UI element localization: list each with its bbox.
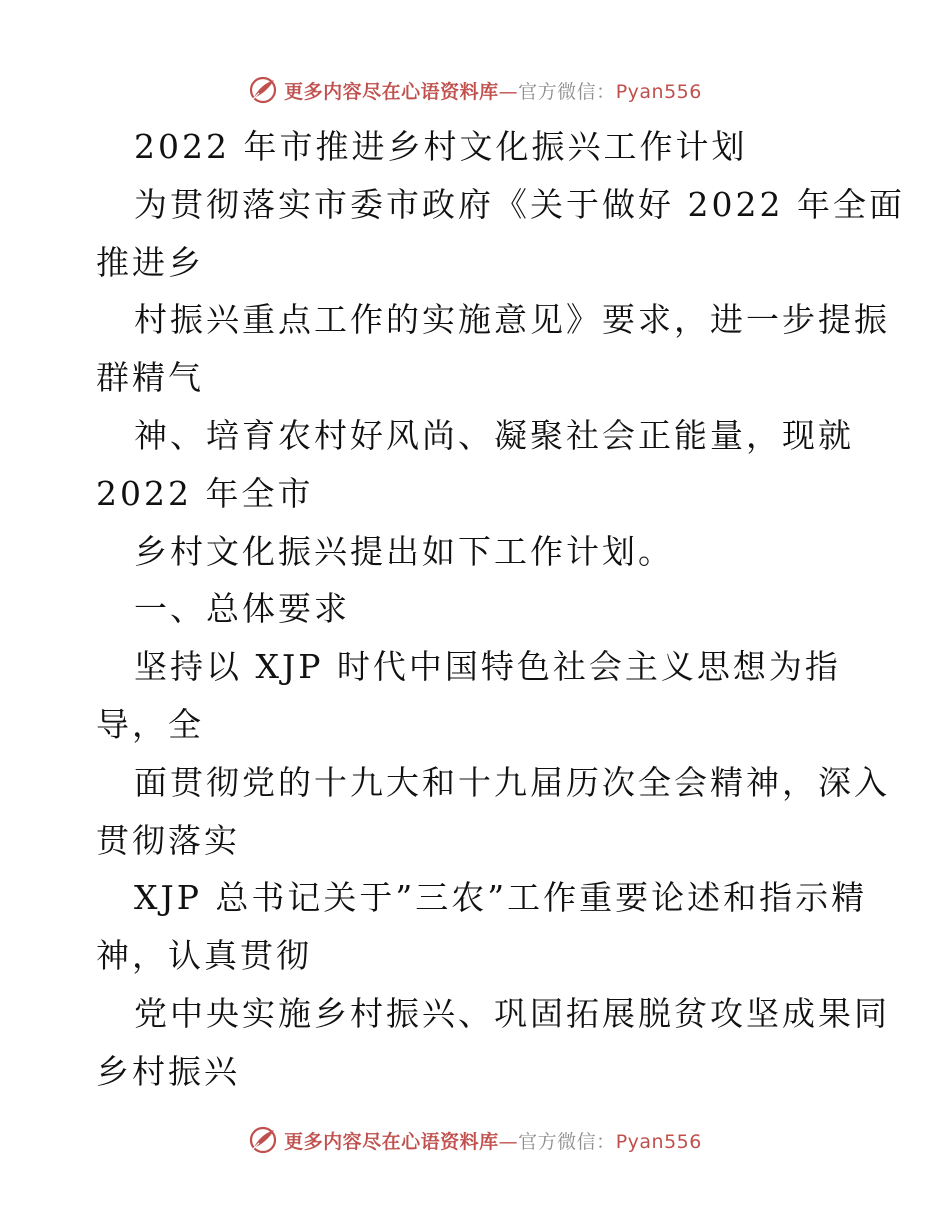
banner-separator: —: [498, 80, 519, 103]
paragraph-line: 导，全: [96, 704, 204, 744]
banner-main-text: 更多内容尽在心语资料库: [284, 80, 499, 103]
banner-text: [284, 1127, 702, 1154]
quill-pen-logo-icon: [248, 1125, 278, 1155]
paragraph-line: 党中央实施乡村振兴、巩固拓展脱贫攻坚成果同: [134, 993, 890, 1033]
banner-label: 官方微信：: [518, 80, 616, 103]
paragraph-line: 为贯彻落实市委市政府《关于做好 2022 年全面: [134, 184, 905, 224]
paragraph-line: 推进乡: [96, 242, 204, 282]
paragraph-line: 神、培育农村好风尚、凝聚社会正能量，现就: [134, 415, 854, 455]
paragraph-line: 贯彻落实: [96, 820, 240, 860]
header-watermark-banner: [0, 70, 950, 110]
paragraph-line: 群精气: [96, 358, 204, 398]
banner-wechat-id: Pyan556: [615, 80, 702, 103]
paragraph-line: 面贯彻党的十九大和十九届历次全会精神，深入: [134, 762, 890, 802]
section-heading: 一、总体要求: [134, 589, 350, 629]
paragraph-line: 神，认真贯彻: [96, 936, 312, 976]
quill-pen-logo-icon: [248, 75, 278, 105]
paragraph-line: 2022 年全市: [96, 473, 314, 513]
document-body: [96, 118, 905, 1101]
document-title: 2022 年市推进乡村文化振兴工作计划: [134, 127, 748, 166]
footer-watermark-banner: [0, 1120, 950, 1160]
paragraph-line: XJP 总书记关于”三农”工作重要论述和指示精: [134, 878, 868, 918]
paragraph-line: 乡村文化振兴提出如下工作计划。: [134, 531, 674, 571]
paragraph-line: 乡村振兴: [96, 1051, 240, 1091]
banner-separator: —: [498, 1130, 519, 1153]
paragraph-line: 坚持以 XJP 时代中国特色社会主义思想为指: [134, 647, 841, 687]
banner-label: 官方微信：: [518, 1130, 616, 1153]
banner-wechat-id: Pyan556: [615, 1130, 702, 1153]
banner-main-text: 更多内容尽在心语资料库: [284, 1130, 499, 1153]
banner-text: [284, 77, 702, 104]
paragraph-line: 村振兴重点工作的实施意见》要求，进一步提振: [134, 300, 890, 340]
